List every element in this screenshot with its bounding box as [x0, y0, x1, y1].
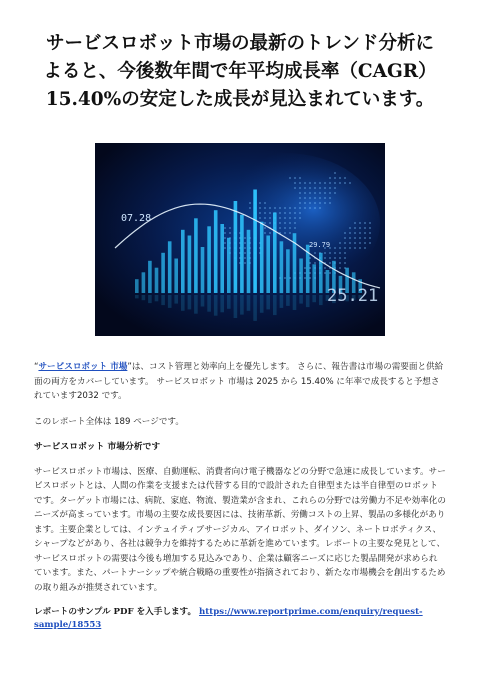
map-dot — [314, 192, 316, 194]
map-dot — [289, 217, 291, 219]
map-dot — [304, 272, 306, 274]
map-dot — [224, 232, 226, 234]
map-dot — [339, 262, 341, 264]
hero-bar — [253, 190, 257, 294]
hero-bar — [207, 226, 211, 293]
map-dot — [289, 207, 291, 209]
map-dot — [349, 182, 351, 184]
hero-bar-reflection — [181, 295, 185, 311]
map-dot — [264, 232, 266, 234]
map-dot — [269, 207, 271, 209]
hero-bar-reflection — [220, 295, 224, 312]
map-dot — [369, 232, 371, 234]
map-dot — [339, 267, 341, 269]
hero-bar-reflection — [135, 295, 139, 298]
hero-bar — [260, 222, 264, 293]
map-dot — [269, 222, 271, 224]
hero-bar-reflection — [201, 295, 205, 307]
map-dot — [279, 212, 281, 214]
map-dot — [259, 217, 261, 219]
map-dot — [319, 182, 321, 184]
map-dot — [259, 212, 261, 214]
map-dot — [329, 202, 331, 204]
map-dot — [324, 182, 326, 184]
map-dot — [354, 247, 356, 249]
map-dot — [264, 207, 266, 209]
map-dot — [314, 187, 316, 189]
map-dot — [314, 197, 316, 199]
hero-bar-reflection — [188, 295, 192, 309]
map-dot — [269, 217, 271, 219]
hero-bar-reflection — [194, 295, 198, 314]
map-dot — [349, 232, 351, 234]
map-dot — [284, 277, 286, 279]
hero-bar — [247, 230, 251, 293]
map-dot — [224, 247, 226, 249]
map-dot — [309, 207, 311, 209]
hero-bar-reflection — [142, 295, 146, 300]
hero-bar — [299, 259, 303, 294]
map-dot — [229, 227, 231, 229]
map-dot — [294, 177, 296, 179]
map-dot — [279, 217, 281, 219]
hero-bar-reflection — [234, 295, 238, 318]
map-dot — [319, 192, 321, 194]
map-dot — [309, 187, 311, 189]
map-dot — [349, 242, 351, 244]
section-heading: サービスロボット 市場分析です — [34, 442, 161, 452]
map-dot — [299, 187, 301, 189]
map-dot — [299, 197, 301, 199]
map-dot — [314, 202, 316, 204]
hero-bar-reflection — [280, 295, 284, 308]
map-dot — [354, 232, 356, 234]
map-dot — [299, 202, 301, 204]
map-dot — [299, 192, 301, 194]
document-title — [34, 0, 446, 114]
intro-paragraph — [34, 360, 446, 404]
map-dot — [349, 237, 351, 239]
map-dot — [229, 232, 231, 234]
hero-bar-reflection — [240, 295, 244, 315]
map-dot — [324, 197, 326, 199]
map-dot — [319, 202, 321, 204]
map-dot — [339, 242, 341, 244]
map-dot — [249, 207, 251, 209]
sample-link[interactable]: https://www.reportprime.com/enquiry/request-sample/18553 — [34, 607, 423, 630]
map-dot — [344, 177, 346, 179]
map-dot — [364, 222, 366, 224]
map-dot — [329, 252, 331, 254]
map-dot — [249, 202, 251, 204]
map-dot — [259, 207, 261, 209]
map-dot — [284, 232, 286, 234]
hero-bar — [142, 272, 146, 293]
hero-bar — [181, 230, 185, 293]
page-count-text: このレポート全体は 189 ページです。 — [34, 416, 184, 427]
map-dot — [299, 177, 301, 179]
hero-bar-reflection — [174, 295, 178, 304]
hero-bar — [234, 201, 238, 293]
hero-bar — [148, 261, 152, 293]
map-dot — [364, 232, 366, 234]
map-dot — [359, 247, 361, 249]
sample-label: レポートのサンプル PDF を入手します。 — [34, 607, 197, 617]
hero-bar — [266, 236, 270, 294]
hero-image — [95, 143, 385, 336]
map-dot — [284, 227, 286, 229]
map-dot — [319, 207, 321, 209]
map-dot — [244, 242, 246, 244]
hero-label-right: 25.21 — [327, 286, 379, 306]
hero-bar-reflection — [319, 295, 323, 305]
analysis-paragraph: サービスロボット市場は、医療、自動運転、消費者向け電子機器などの分野で急速に成長しています。サービスロボットとは、人間の作業を支援または代替する目的で設計された自律型または半自律型のロボットです。ターゲット市場には、病院、家庭、物流、製造業が含まれ、これらの分野では労働力不足や効率化のニーズが高まっています。市場の主要な成長要因には、技術革新、労働コストの上昇、製品の多様化があります。主要企業としては、インテュイティブサージカル、アイロボット、ダイソン、ネートロボティクス、シャープなどがあり、各社は競争力を維持するために革新を進めています。レポートの主要な発見として、サービスロボットの需要は今後も増加する見込みであり、企業は顧客ニーズに応じた製品開発が求められています。また、パートナーシップや統合戦略の重要性が指摘されており、新たな市場機会を創出するための取り組みが推奨されています。 — [34, 466, 446, 593]
map-dot — [284, 207, 286, 209]
map-dot — [359, 242, 361, 244]
map-dot — [279, 227, 281, 229]
hero-bar-reflection — [273, 295, 277, 315]
map-dot — [324, 252, 326, 254]
map-dot — [344, 242, 346, 244]
map-dot — [319, 197, 321, 199]
map-dot — [364, 242, 366, 244]
hero-bar — [201, 247, 205, 293]
map-dot — [244, 257, 246, 259]
map-dot — [319, 187, 321, 189]
map-dot — [329, 272, 331, 274]
map-dot — [259, 202, 261, 204]
map-dot — [244, 237, 246, 239]
market-link[interactable]: サービスロボット 市場 — [38, 362, 128, 372]
map-dot — [324, 202, 326, 204]
map-dot — [354, 227, 356, 229]
map-dot — [314, 182, 316, 184]
map-dot — [304, 267, 306, 269]
map-dot — [309, 197, 311, 199]
map-dot — [224, 227, 226, 229]
map-dot — [269, 232, 271, 234]
map-dot — [334, 257, 336, 259]
map-dot — [334, 252, 336, 254]
hero-bar-reflection — [168, 295, 172, 308]
map-dot — [289, 177, 291, 179]
quote-open: “ — [34, 362, 39, 372]
map-dot — [354, 237, 356, 239]
map-dot — [294, 187, 296, 189]
map-dot — [349, 227, 351, 229]
map-dot — [339, 252, 341, 254]
hero-bar-reflection — [207, 295, 211, 312]
hero-bar — [319, 253, 323, 293]
map-dot — [334, 172, 336, 174]
map-dot — [304, 197, 306, 199]
map-dot — [279, 207, 281, 209]
map-dot — [294, 222, 296, 224]
map-dot — [284, 217, 286, 219]
map-dot — [364, 237, 366, 239]
map-dot — [299, 217, 301, 219]
map-dot — [329, 177, 331, 179]
map-dot — [299, 182, 301, 184]
map-dot — [329, 192, 331, 194]
hero-bar — [214, 210, 218, 293]
map-dot — [224, 237, 226, 239]
hero-bar — [280, 241, 284, 293]
map-dot — [264, 212, 266, 214]
map-dot — [344, 182, 346, 184]
map-dot — [359, 237, 361, 239]
map-dot — [334, 182, 336, 184]
map-dot — [314, 262, 316, 264]
map-dot — [329, 197, 331, 199]
map-dot — [339, 247, 341, 249]
hero-bar — [312, 264, 316, 293]
map-dot — [224, 242, 226, 244]
map-dot — [369, 227, 371, 229]
map-dot — [334, 192, 336, 194]
map-dot — [339, 257, 341, 259]
map-dot — [304, 207, 306, 209]
hero-bar — [273, 213, 277, 294]
title-line-1: サービスロボット市場の最新のトレンド分析に — [45, 33, 435, 54]
map-dot — [344, 237, 346, 239]
hero-bar-reflection — [286, 295, 290, 306]
map-dot — [304, 182, 306, 184]
hero-bar-reflection — [247, 295, 251, 311]
title-line-3: 15.40%の安定した成長が見込まれています。 — [45, 89, 435, 110]
map-dot — [344, 262, 346, 264]
map-dot — [299, 212, 301, 214]
map-dot — [274, 207, 276, 209]
hero-bar-reflection — [253, 295, 257, 321]
map-dot — [344, 257, 346, 259]
map-dot — [289, 227, 291, 229]
map-dot — [369, 242, 371, 244]
map-dot — [284, 212, 286, 214]
sample-request — [34, 606, 446, 632]
map-dot — [329, 262, 331, 264]
map-dot — [324, 187, 326, 189]
map-dot — [344, 247, 346, 249]
map-dot — [359, 232, 361, 234]
hero-bar — [227, 238, 231, 293]
hero-bar-reflection — [227, 295, 231, 309]
hero-bar-reflection — [299, 295, 303, 304]
hero-bar-reflection — [161, 295, 165, 305]
map-dot — [264, 202, 266, 204]
map-dot — [304, 277, 306, 279]
hero-bar-reflection — [306, 295, 310, 307]
map-dot — [354, 242, 356, 244]
hero-bar — [161, 253, 165, 293]
map-dot — [324, 192, 326, 194]
hero-bar-reflection — [260, 295, 264, 313]
hero-bar — [188, 236, 192, 294]
map-dot — [264, 217, 266, 219]
hero-bar — [135, 279, 139, 293]
map-dot — [334, 187, 336, 189]
map-dot — [304, 192, 306, 194]
map-dot — [269, 212, 271, 214]
map-dot — [344, 232, 346, 234]
map-dot — [339, 177, 341, 179]
hero-label-left: 07.28 — [121, 213, 152, 224]
hero-bar — [286, 249, 290, 293]
map-dot — [359, 227, 361, 229]
map-dot — [359, 222, 361, 224]
map-dot — [244, 252, 246, 254]
map-dot — [279, 222, 281, 224]
hero-bar-reflection — [293, 295, 297, 310]
map-dot — [329, 187, 331, 189]
map-dot — [299, 207, 301, 209]
hero-bar — [174, 259, 178, 294]
title-line-2: よると、今後数年間で年平均成長率（CAGR） — [43, 61, 437, 82]
map-dot — [314, 207, 316, 209]
map-dot — [284, 222, 286, 224]
hero-bar-reflection — [266, 295, 270, 309]
map-dot — [294, 212, 296, 214]
map-dot — [354, 222, 356, 224]
map-dot — [334, 247, 336, 249]
map-dot — [334, 177, 336, 179]
map-dot — [289, 222, 291, 224]
hero-bar — [194, 218, 198, 293]
map-dot — [369, 222, 371, 224]
hero-bar-reflection — [155, 295, 159, 301]
map-dot — [364, 247, 366, 249]
map-dot — [294, 182, 296, 184]
hero-bar — [168, 241, 172, 293]
map-dot — [244, 247, 246, 249]
intro-text: ”は、コスト管理と効率向上を優先します。 さらに、報告書は市場の需要面と供給面の両方をカバーしています。 サービスロボット 市場は 2025 から 15.40% に年率で成長すると予想されています2032 です。 — [34, 362, 444, 401]
map-dot — [309, 182, 311, 184]
map-dot — [369, 237, 371, 239]
hero-label-mid: 29.79 — [309, 241, 331, 249]
map-dot — [324, 257, 326, 259]
map-dot — [339, 182, 341, 184]
map-dot — [289, 232, 291, 234]
map-dot — [309, 202, 311, 204]
map-dot — [344, 252, 346, 254]
map-dot — [264, 222, 266, 224]
map-dot — [294, 207, 296, 209]
map-dot — [289, 212, 291, 214]
map-dot — [364, 227, 366, 229]
map-dot — [244, 262, 246, 264]
map-dot — [349, 247, 351, 249]
map-dot — [329, 182, 331, 184]
map-dot — [294, 217, 296, 219]
hero-bar-reflection — [312, 295, 316, 302]
map-dot — [304, 187, 306, 189]
map-dot — [309, 192, 311, 194]
map-dot — [264, 227, 266, 229]
hero-bar — [240, 215, 244, 293]
map-dot — [324, 267, 326, 269]
map-dot — [294, 227, 296, 229]
hero-bar-reflection — [214, 295, 218, 316]
map-dot — [304, 202, 306, 204]
map-dot — [329, 257, 331, 259]
hero-bar-reflection — [148, 295, 152, 303]
hero-bar — [220, 224, 224, 293]
hero-bar — [155, 268, 159, 293]
map-dot — [314, 252, 316, 254]
